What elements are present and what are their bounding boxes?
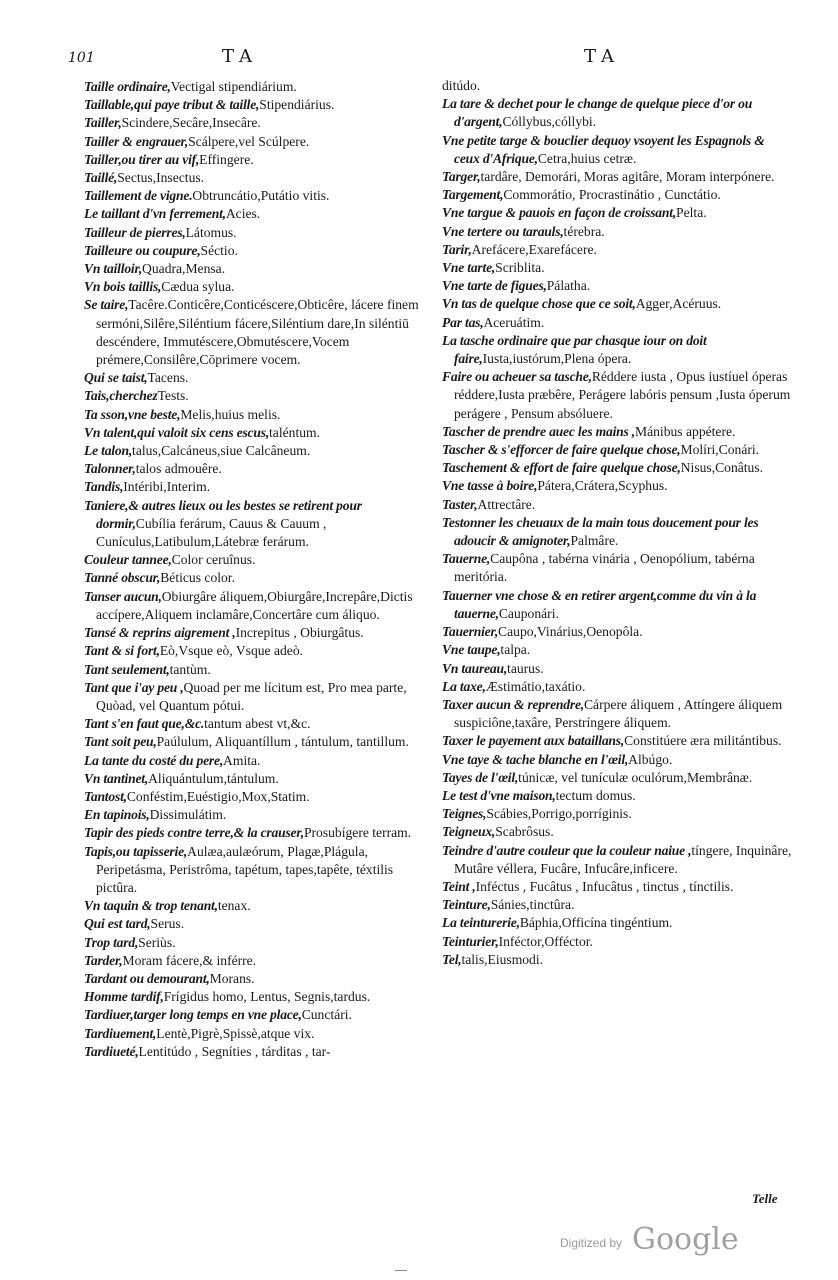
dictionary-entry bbox=[442, 186, 792, 204]
dictionary-entry bbox=[84, 1043, 434, 1061]
french-headword: Tauernier, bbox=[442, 624, 499, 640]
latin-translation: tardâre, Demorári, Moras agitâre, Moram interpónere. bbox=[480, 169, 775, 185]
dictionary-entry bbox=[84, 260, 434, 278]
latin-translation: túnicæ, vel tunículæ oculórum,Membrânæ. bbox=[518, 769, 753, 785]
french-headword: Le talon, bbox=[84, 443, 133, 459]
french-headword: La taxe, bbox=[442, 678, 486, 694]
french-headword: Teignes, bbox=[442, 806, 487, 822]
latin-translation: Tests. bbox=[157, 388, 189, 404]
dictionary-entry bbox=[442, 823, 792, 841]
french-headword: Tapis,ou tapisserie, bbox=[84, 843, 188, 859]
watermark-digitized-text: Digitized by bbox=[560, 1236, 623, 1250]
french-headword: Teindre d'autre couleur que la couleur naiue , bbox=[442, 842, 692, 858]
latin-translation: Réddere iusta , Opus iustíuel óperas réddere,Iusta præbêre, Perágere labóris pensum ,Iusta óperum perágere , Pensum absóluere. bbox=[454, 369, 791, 421]
dictionary-entry bbox=[84, 715, 434, 733]
french-headword: Tauerner vne chose & en retirer argent,comme du vin à la tauerne, bbox=[442, 587, 757, 621]
french-headword: Taxer le payement aux bataillans, bbox=[442, 733, 625, 749]
latin-translation: tectum domus. bbox=[555, 787, 636, 803]
running-header bbox=[0, 46, 838, 74]
latin-translation: Paúlulum, Aliquantíllum , tántulum, tantillum. bbox=[156, 734, 409, 750]
latin-translation: Agger,Acéruus. bbox=[635, 296, 722, 312]
french-headword: Tardiueté, bbox=[84, 1043, 139, 1059]
latin-translation: tíngere, Inquinâre, Mutâre véllera, Fucâre, Infucâre,inficere. bbox=[454, 842, 792, 876]
dictionary-entry bbox=[84, 624, 434, 642]
latin-translation: Cóllybus,cóllybi. bbox=[502, 114, 597, 130]
latin-translation: Serus. bbox=[150, 916, 185, 932]
dictionary-entry bbox=[442, 732, 792, 750]
dictionary-entry bbox=[442, 314, 792, 332]
latin-translation: Scábies,Porrigo,porríginis. bbox=[486, 806, 632, 822]
french-headword: Vne taupe, bbox=[442, 642, 501, 658]
french-headword: Vne tertere ou tarauls, bbox=[442, 223, 564, 239]
dictionary-entry bbox=[84, 915, 434, 933]
latin-translation: Aliquántulum,tántulum. bbox=[148, 770, 279, 786]
dictionary-entry bbox=[84, 424, 434, 442]
dictionary-entry bbox=[442, 332, 792, 368]
latin-translation: Frígidus homo, Lentus, Segnis,tardus. bbox=[163, 989, 371, 1005]
french-headword: Vn tailloir, bbox=[84, 261, 143, 277]
latin-translation: tantùm. bbox=[169, 661, 211, 677]
dictionary-entry bbox=[84, 551, 434, 569]
dictionary-entry bbox=[442, 787, 792, 805]
latin-translation: Seriùs. bbox=[138, 934, 176, 950]
latin-translation: ditúdo. bbox=[442, 78, 481, 93]
latin-translation: Melis,huius melis. bbox=[180, 406, 281, 422]
dictionary-entry bbox=[442, 623, 792, 641]
dictionary-entry bbox=[442, 259, 792, 277]
latin-translation: Pálatha. bbox=[546, 278, 591, 294]
french-headword: Tanser aucun, bbox=[84, 588, 162, 604]
french-headword: Tailleur de pierres, bbox=[84, 224, 186, 240]
french-headword: Qui est tard, bbox=[84, 916, 151, 932]
latin-translation: Prosubígere terram. bbox=[303, 825, 412, 841]
latin-translation: talus,Calcáneus,siue Calcâneum. bbox=[132, 443, 311, 459]
french-headword: Vne targue & pauois en façon de croissant, bbox=[442, 205, 677, 221]
dictionary-entry bbox=[84, 1025, 434, 1043]
dictionary-entry bbox=[84, 205, 434, 223]
latin-translation: Cunctári. bbox=[301, 1007, 352, 1023]
dictionary-entry bbox=[442, 477, 792, 495]
french-headword: Tais,cherchez bbox=[84, 388, 158, 404]
dictionary-entry bbox=[442, 933, 792, 951]
latin-translation: Effingere. bbox=[199, 151, 254, 167]
dictionary-entry bbox=[84, 242, 434, 260]
french-headword: Vn tas de quelque chose que ce soit, bbox=[442, 296, 636, 312]
dictionary-entry bbox=[442, 241, 792, 259]
dictionary-entry bbox=[84, 406, 434, 424]
dictionary-entry bbox=[442, 441, 792, 459]
latin-translation: tantum abest vt,&c. bbox=[204, 716, 311, 732]
latin-translation: Aulæa,aulæórum, Plagæ,Plágula, Peripetásma, Peristrôma, tapétum, tapes,tapête, téxtilis pictûra. bbox=[96, 843, 394, 895]
dictionary-entry bbox=[84, 788, 434, 806]
dictionary-entry bbox=[442, 496, 792, 514]
latin-translation: Amita. bbox=[223, 752, 261, 768]
french-headword: Testonner les cheuaux de la main tous doucement pour les adoucir & amignoter, bbox=[442, 514, 759, 549]
dictionary-entry bbox=[442, 132, 792, 168]
page-number: 101 bbox=[68, 50, 95, 66]
french-headword: Tel, bbox=[442, 951, 462, 967]
latin-translation: Morans. bbox=[209, 970, 255, 986]
latin-translation: Cetra,huius cetræ. bbox=[537, 150, 637, 166]
dictionary-entry bbox=[84, 497, 434, 552]
french-headword: Vne tarte de figues, bbox=[442, 278, 547, 294]
dictionary-entry bbox=[442, 95, 792, 131]
dictionary-entry bbox=[442, 514, 792, 550]
french-headword: Qui se taist, bbox=[84, 370, 148, 386]
dictionary-entry bbox=[442, 878, 792, 896]
latin-translation: Lentitúdo , Segníties , tárditas , tar- bbox=[138, 1043, 331, 1059]
latin-translation: Scabrôsus. bbox=[495, 824, 554, 840]
latin-translation: talos admouêre. bbox=[135, 461, 222, 477]
french-headword: La tasche ordinaire que par chasque iour on doit faire, bbox=[442, 332, 707, 367]
french-headword: Se taire, bbox=[84, 297, 129, 313]
latin-translation: Cauponári. bbox=[498, 605, 559, 621]
dictionary-entry bbox=[84, 642, 434, 660]
latin-translation: Color ceruînus. bbox=[171, 552, 256, 568]
latin-translation: Scindere,Secâre,Insecâre. bbox=[121, 115, 261, 131]
latin-translation: Cárpere áliquem , Attíngere áliquem suspiciône,taxâre, Perstríngere áliquem. bbox=[454, 696, 783, 731]
latin-translation: Tacens. bbox=[147, 370, 189, 386]
dictionary-entry bbox=[442, 368, 792, 423]
french-headword: Targement, bbox=[442, 187, 504, 203]
dictionary-entry bbox=[84, 806, 434, 824]
french-headword: La teinturerie, bbox=[442, 915, 520, 931]
dictionary-entry bbox=[84, 478, 434, 496]
dictionary-entry bbox=[84, 369, 434, 387]
right-column bbox=[442, 77, 792, 969]
latin-translation: Látomus. bbox=[185, 224, 237, 240]
catchword: Telle bbox=[752, 1191, 778, 1206]
french-headword: Taschement & effort de faire quelque chose, bbox=[442, 460, 681, 476]
dictionary-entry bbox=[84, 588, 434, 624]
french-headword: Tant & si fort, bbox=[84, 643, 160, 659]
french-headword: Par tas, bbox=[442, 314, 484, 330]
latin-translation: Quadra,Mensa. bbox=[142, 261, 226, 277]
french-headword: La tare & dechet pour le change de quelque piece d'or ou d'argent, bbox=[442, 96, 753, 130]
latin-translation: taurus. bbox=[507, 660, 544, 676]
dictionary-entry bbox=[442, 805, 792, 823]
dictionary-entry bbox=[442, 459, 792, 477]
watermark-brand-logo: Google bbox=[632, 1222, 739, 1257]
bottom-mark bbox=[395, 1270, 407, 1271]
french-headword: Vn talent,qui valoit six cens escus, bbox=[84, 424, 270, 440]
dictionary-entry bbox=[442, 842, 792, 878]
dictionary-entry bbox=[84, 96, 434, 114]
latin-translation: Vectigal stipendiárium. bbox=[170, 79, 297, 94]
french-headword: Tauerne, bbox=[442, 551, 491, 567]
dictionary-entry bbox=[442, 223, 792, 241]
dictionary-entry bbox=[84, 897, 434, 915]
latin-translation: Báphia,Officína tingéntium. bbox=[519, 915, 673, 931]
latin-translation: Increpitus , Obiurgâtus. bbox=[235, 625, 364, 641]
latin-translation: Attrectâre. bbox=[477, 496, 536, 512]
dictionary-entry bbox=[442, 168, 792, 186]
dictionary-entry bbox=[84, 569, 434, 587]
latin-translation: Constitúere æra militántibus. bbox=[624, 733, 782, 749]
french-headword: Taniere,& autres lieux ou les bestes se retirent pour dormir, bbox=[84, 497, 362, 531]
french-headword: Tant que i'ay peu , bbox=[84, 679, 184, 695]
dictionary-entry bbox=[84, 187, 434, 205]
french-headword: Tarder, bbox=[84, 952, 123, 968]
latin-translation: Lentè,Pigrè,Spissè,atque vix. bbox=[156, 1025, 315, 1041]
dictionary-entry bbox=[442, 295, 792, 313]
french-headword: Talonner, bbox=[84, 461, 136, 477]
french-headword: Taxer aucun & reprendre, bbox=[442, 696, 584, 712]
latin-translation: Pátera,Crátera,Scyphus. bbox=[537, 478, 668, 494]
left-running-head: TA bbox=[222, 46, 259, 67]
dictionary-entry bbox=[84, 824, 434, 842]
french-headword: Tayes de l'œil, bbox=[442, 769, 519, 785]
french-headword: Faire ou acheuer sa tasche, bbox=[442, 369, 592, 385]
dictionary-entry bbox=[442, 423, 792, 441]
dictionary-entry bbox=[442, 678, 792, 696]
dictionary-entry bbox=[84, 114, 434, 132]
french-headword: Tansé & reprins aigrement , bbox=[84, 625, 236, 641]
latin-translation: Moram fácere,& inférre. bbox=[122, 952, 257, 968]
french-headword: Targer, bbox=[442, 169, 481, 185]
dictionary-entry bbox=[442, 77, 792, 95]
french-headword: Taillé, bbox=[84, 170, 118, 186]
french-headword: Vn taquin & trop tenant, bbox=[84, 898, 218, 914]
french-headword: Homme tardif, bbox=[84, 989, 164, 1005]
latin-translation: Stipendiárius. bbox=[259, 97, 335, 113]
french-headword: Trop tard, bbox=[84, 934, 139, 950]
latin-translation: talpa. bbox=[500, 642, 531, 658]
latin-translation: Dissimulátim. bbox=[149, 807, 227, 823]
latin-translation: Æstimátio,taxátio. bbox=[485, 678, 586, 694]
french-headword: Ta sson,vne beste, bbox=[84, 406, 181, 422]
latin-translation: Cædua sylua. bbox=[161, 279, 235, 295]
french-headword: Teinture, bbox=[442, 897, 491, 913]
french-headword: Tapir des pieds contre terre,& la crauser, bbox=[84, 825, 304, 841]
french-headword: Vn taureau, bbox=[442, 660, 508, 676]
dictionary-entry bbox=[84, 296, 434, 369]
dictionary-entry bbox=[84, 661, 434, 679]
french-headword: Tailler,ou tirer au vif, bbox=[84, 151, 200, 167]
french-headword: Vne petite targe & bouclier dequoy vsoyent les Espagnols & ceux d'Afrique, bbox=[442, 132, 765, 166]
french-headword: Tascher & s'efforcer de faire quelque chose, bbox=[442, 442, 681, 458]
french-headword: Taillement de vigne. bbox=[84, 188, 193, 204]
latin-translation: tenax. bbox=[217, 898, 251, 914]
dictionary-entry bbox=[442, 641, 792, 659]
dictionary-entry bbox=[84, 843, 434, 898]
dictionary-entry bbox=[84, 78, 434, 96]
latin-translation: talis,Eiusmodi. bbox=[461, 951, 544, 967]
french-headword: Taillable,qui paye tribut & taille, bbox=[84, 97, 260, 113]
dictionary-entry bbox=[442, 951, 792, 969]
french-headword: Vne tarte, bbox=[442, 260, 496, 276]
dictionary-entry bbox=[84, 278, 434, 296]
french-headword: Teinturier, bbox=[442, 933, 499, 949]
right-running-head: TA bbox=[584, 46, 621, 67]
latin-translation: Iusta,iustórum,Plena ópera. bbox=[482, 351, 632, 367]
french-headword: Tardant ou demourant, bbox=[84, 970, 210, 986]
latin-translation: Scálpere,vel Scúlpere. bbox=[188, 133, 310, 149]
latin-translation: Inféctus , Fucâtus , Infucâtus , tinctus , tínctilis. bbox=[475, 878, 734, 894]
dictionary-entry bbox=[84, 752, 434, 770]
french-headword: Tant s'en faut que,&c. bbox=[84, 716, 205, 732]
latin-translation: Caupo,Vinárius,Oenopôla. bbox=[498, 624, 643, 640]
dictionary-entry bbox=[442, 696, 792, 732]
left-column bbox=[84, 78, 434, 1061]
french-headword: Teint , bbox=[442, 878, 476, 894]
french-headword: Vne tasse à boire, bbox=[442, 478, 538, 494]
latin-translation: Arefácere,Exarefácere. bbox=[471, 241, 597, 257]
french-headword: Teigneux, bbox=[442, 824, 496, 840]
latin-translation: taléntum. bbox=[269, 424, 320, 440]
latin-translation: Sectus,Insectus. bbox=[117, 170, 205, 186]
latin-translation: Mánibus appétere. bbox=[635, 423, 736, 439]
latin-translation: Caupôna , tabérna vinária , Oenopólium, tabérna meritória. bbox=[454, 551, 755, 585]
french-headword: Tant seulement, bbox=[84, 661, 170, 677]
latin-translation: Inféctor,Offéctor. bbox=[498, 933, 593, 949]
latin-translation: Pelta. bbox=[676, 205, 707, 221]
dictionary-entry bbox=[84, 988, 434, 1006]
french-headword: Le test d'vne maison, bbox=[442, 787, 556, 803]
dictionary-entry bbox=[442, 896, 792, 914]
dictionary-entry bbox=[84, 770, 434, 788]
french-headword: Tascher de prendre auec les mains , bbox=[442, 423, 636, 439]
french-headword: La tante du costé du pere, bbox=[84, 752, 224, 768]
latin-translation: térebra. bbox=[563, 223, 605, 239]
latin-translation: Quoad per me lícitum est, Pro mea parte, Quòad, vel Quantum pótui. bbox=[96, 679, 407, 713]
latin-translation: Intéribi,Interim. bbox=[123, 479, 211, 495]
french-headword: Le taillant d'vn ferrement, bbox=[84, 206, 226, 222]
french-headword: Vn bois taillis, bbox=[84, 279, 162, 295]
dictionary-entry bbox=[84, 169, 434, 187]
dictionary-entry bbox=[442, 914, 792, 932]
dictionary-entry bbox=[84, 970, 434, 988]
latin-translation: Nisus,Conâtus. bbox=[680, 460, 764, 476]
french-headword: Tandis, bbox=[84, 479, 124, 495]
french-headword: Tantost, bbox=[84, 788, 127, 804]
french-headword: Tailler, bbox=[84, 115, 122, 131]
french-headword: Taster, bbox=[442, 496, 478, 512]
dictionary-entry bbox=[442, 769, 792, 787]
latin-translation: Palmâre. bbox=[570, 533, 619, 549]
french-headword: En tapinois, bbox=[84, 807, 150, 823]
french-headword: Vne taye & tache blanche en l'œil, bbox=[442, 751, 629, 767]
latin-translation: Scriblita. bbox=[495, 260, 545, 276]
dictionary-entry bbox=[442, 204, 792, 222]
dictionary-entry bbox=[442, 751, 792, 769]
latin-translation: Commorátio, Procrastinátio , Cunctátio. bbox=[503, 187, 721, 203]
french-headword: Tant soit peu, bbox=[84, 734, 157, 750]
dictionary-entry bbox=[84, 442, 434, 460]
dictionary-entry bbox=[84, 934, 434, 952]
latin-translation: Cubília ferárum, Cauus & Cauum , Cunículus,Latibulum,Látebræ ferárum. bbox=[96, 515, 327, 550]
french-headword: Taille ordinaire, bbox=[84, 79, 171, 94]
latin-translation: Séctio. bbox=[200, 242, 238, 258]
french-headword: Couleur tannee, bbox=[84, 552, 172, 568]
latin-translation: Eò,Vsque eò, Vsque adeò. bbox=[159, 643, 304, 659]
french-headword: Tailler & engrauer, bbox=[84, 133, 189, 149]
dictionary-entry bbox=[84, 224, 434, 242]
dictionary-entry bbox=[442, 277, 792, 295]
latin-translation: Albúgo. bbox=[628, 751, 673, 767]
dictionary-entry bbox=[84, 952, 434, 970]
french-headword: Tanné obscur, bbox=[84, 570, 161, 586]
dictionary-entry bbox=[442, 550, 792, 586]
french-headword: Tailleure ou coupure, bbox=[84, 242, 201, 258]
latin-translation: Béticus color. bbox=[160, 570, 235, 586]
french-headword: Tarir, bbox=[442, 241, 472, 257]
latin-translation: Conféstim,Euéstigio,Mox,Statim. bbox=[126, 788, 310, 804]
dictionary-entry bbox=[84, 1006, 434, 1024]
latin-translation: Molíri,Conári. bbox=[680, 442, 760, 458]
french-headword: Vn tantinet, bbox=[84, 770, 149, 786]
dictionary-entry bbox=[442, 587, 792, 623]
latin-translation: Aceruátim. bbox=[483, 314, 545, 330]
dictionary-entry bbox=[84, 460, 434, 478]
dictionary-entry bbox=[84, 679, 434, 715]
dictionary-entry bbox=[84, 151, 434, 169]
latin-translation: Tacêre.Conticêre,Conticéscere,Obticêre, lácere finem sermóni,Silêre,Siléntium fácere,Siléntium dare,In siléntiū descéndere, Immutéscere,Obmutéscere,Vocem prémere,Consilêre,Cōprimere vocem. bbox=[96, 297, 419, 368]
google-watermark bbox=[560, 1222, 760, 1262]
dictionary-entry bbox=[84, 733, 434, 751]
dictionary-entry bbox=[84, 387, 434, 405]
latin-translation: Sánies,tinctûra. bbox=[490, 897, 575, 913]
latin-translation: Obtruncátio,Putátio vitis. bbox=[192, 188, 330, 204]
dictionary-entry bbox=[84, 133, 434, 151]
latin-translation: Obiurgâre áliquem,Obiurgâre,Increpâre,Dictis accípere,Aliquem inclamâre,Concertâre cum áliquo. bbox=[96, 588, 413, 622]
dictionary-entry bbox=[442, 660, 792, 678]
french-headword: Tardiuer,targer long temps en vne place, bbox=[84, 1007, 302, 1023]
latin-translation: Acies. bbox=[225, 206, 261, 222]
french-headword: Tardiuement, bbox=[84, 1025, 157, 1041]
